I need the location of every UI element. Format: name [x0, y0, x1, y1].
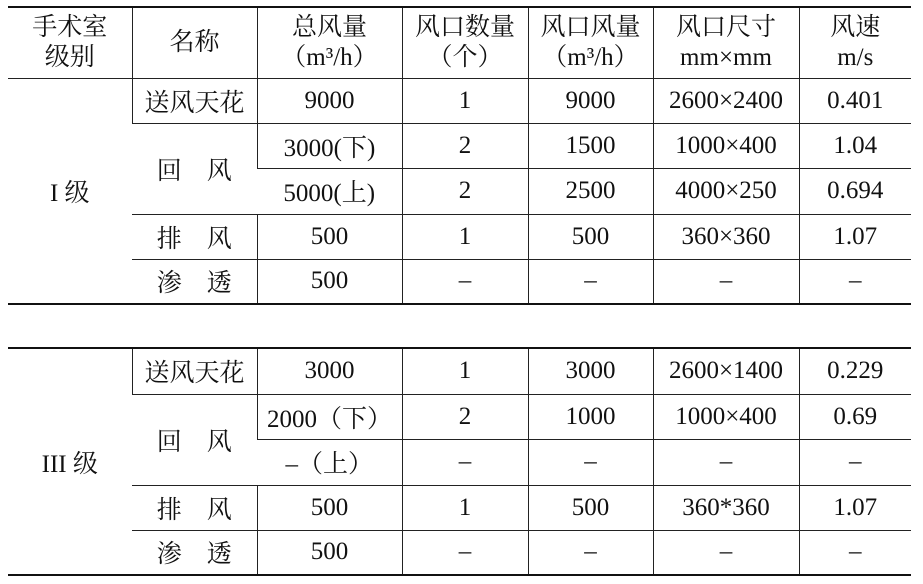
- header-outlet-count-unit: （个）: [427, 43, 503, 71]
- cell-count: –: [402, 439, 528, 485]
- airflow-table-level-3: [8, 347, 911, 576]
- cell-count: 2: [402, 394, 528, 439]
- level-label: I 级: [8, 78, 132, 304]
- header-name: 名称: [132, 7, 257, 78]
- row-name: 送风天花: [132, 78, 257, 123]
- cell-total: 5000(上): [257, 168, 402, 214]
- cell-count: 1: [402, 214, 528, 259]
- cell-each: 500: [528, 485, 653, 530]
- row-name: 渗 透: [132, 530, 257, 575]
- header-outlet-size-line1: 风口尺寸: [675, 13, 776, 41]
- header-total-air: [257, 7, 402, 78]
- cell-speed: 0.401: [799, 78, 911, 123]
- cell-size: –: [653, 259, 799, 304]
- header-level-line2: 级别: [44, 43, 95, 71]
- cell-speed: 0.694: [799, 168, 911, 214]
- cell-total: 500: [257, 530, 402, 575]
- header-outlet-air-unit: （m³/h）: [542, 43, 639, 71]
- header-level: [8, 7, 132, 78]
- row-name: 回 风: [132, 123, 257, 214]
- cell-each: 1500: [528, 123, 653, 168]
- cell-size: 2600×2400: [653, 78, 799, 123]
- cell-total: –（上）: [257, 439, 402, 485]
- cell-speed: 0.69: [799, 394, 911, 439]
- table-row: [8, 214, 911, 259]
- cell-each: 9000: [528, 78, 653, 123]
- row-name: 排 风: [132, 485, 257, 530]
- cell-size: 2600×1400: [653, 348, 799, 394]
- header-outlet-count: [402, 7, 528, 78]
- table-row: [8, 259, 911, 304]
- cell-speed: 1.04: [799, 123, 911, 168]
- cell-count: –: [402, 259, 528, 304]
- cell-size: 4000×250: [653, 168, 799, 214]
- cell-total: 500: [257, 259, 402, 304]
- cell-each: 3000: [528, 348, 653, 394]
- table-row: [8, 394, 911, 439]
- cell-count: 1: [402, 78, 528, 123]
- cell-size: 1000×400: [653, 394, 799, 439]
- table-row: [8, 530, 911, 575]
- cell-size: 1000×400: [653, 123, 799, 168]
- cell-size: 360×360: [653, 214, 799, 259]
- cell-total: 3000: [257, 348, 402, 394]
- header-outlet-air-line1: 风口风量: [540, 13, 641, 41]
- table-row: [8, 123, 911, 168]
- row-name: 排 风: [132, 214, 257, 259]
- cell-count: 2: [402, 168, 528, 214]
- cell-total: 9000: [257, 78, 402, 123]
- cell-size: –: [653, 530, 799, 575]
- cell-count: 2: [402, 123, 528, 168]
- level-label: III 级: [8, 348, 132, 575]
- header-total-air-line1: 总风量: [291, 13, 367, 41]
- cell-speed: –: [799, 259, 911, 304]
- header-air-speed-line1: 风速: [830, 13, 881, 41]
- header-air-speed-unit: m/s: [837, 43, 874, 71]
- cell-total: 500: [257, 485, 402, 530]
- header-row: [8, 7, 911, 78]
- header-air-speed: [799, 7, 911, 78]
- header-level-line1: 手术室: [32, 13, 108, 41]
- cell-size: –: [653, 439, 799, 485]
- cell-each: 500: [528, 214, 653, 259]
- cell-size: 360*360: [653, 485, 799, 530]
- table-row: [8, 485, 911, 530]
- header-outlet-size: [653, 7, 799, 78]
- cell-speed: –: [799, 530, 911, 575]
- header-total-air-unit: （m³/h）: [281, 43, 378, 71]
- cell-speed: 1.07: [799, 485, 911, 530]
- cell-speed: 0.229: [799, 348, 911, 394]
- table-row: [8, 78, 911, 123]
- cell-count: 1: [402, 485, 528, 530]
- header-outlet-size-unit: mm×mm: [680, 43, 772, 71]
- cell-each: –: [528, 259, 653, 304]
- header-outlet-air: [528, 7, 653, 78]
- row-name: 回 风: [132, 394, 257, 485]
- cell-each: 2500: [528, 168, 653, 214]
- table-row: [8, 348, 911, 394]
- header-outlet-count-line1: 风口数量: [414, 13, 515, 41]
- cell-each: –: [528, 530, 653, 575]
- row-name: 渗 透: [132, 259, 257, 304]
- cell-speed: 1.07: [799, 214, 911, 259]
- cell-count: –: [402, 530, 528, 575]
- cell-count: 1: [402, 348, 528, 394]
- airflow-table-level-1: [8, 6, 911, 305]
- cell-total: 500: [257, 214, 402, 259]
- cell-total: 3000(下): [257, 123, 402, 168]
- cell-each: –: [528, 439, 653, 485]
- cell-each: 1000: [528, 394, 653, 439]
- cell-total: 2000（下）: [257, 394, 402, 439]
- row-name: 送风天花: [132, 348, 257, 394]
- cell-speed: –: [799, 439, 911, 485]
